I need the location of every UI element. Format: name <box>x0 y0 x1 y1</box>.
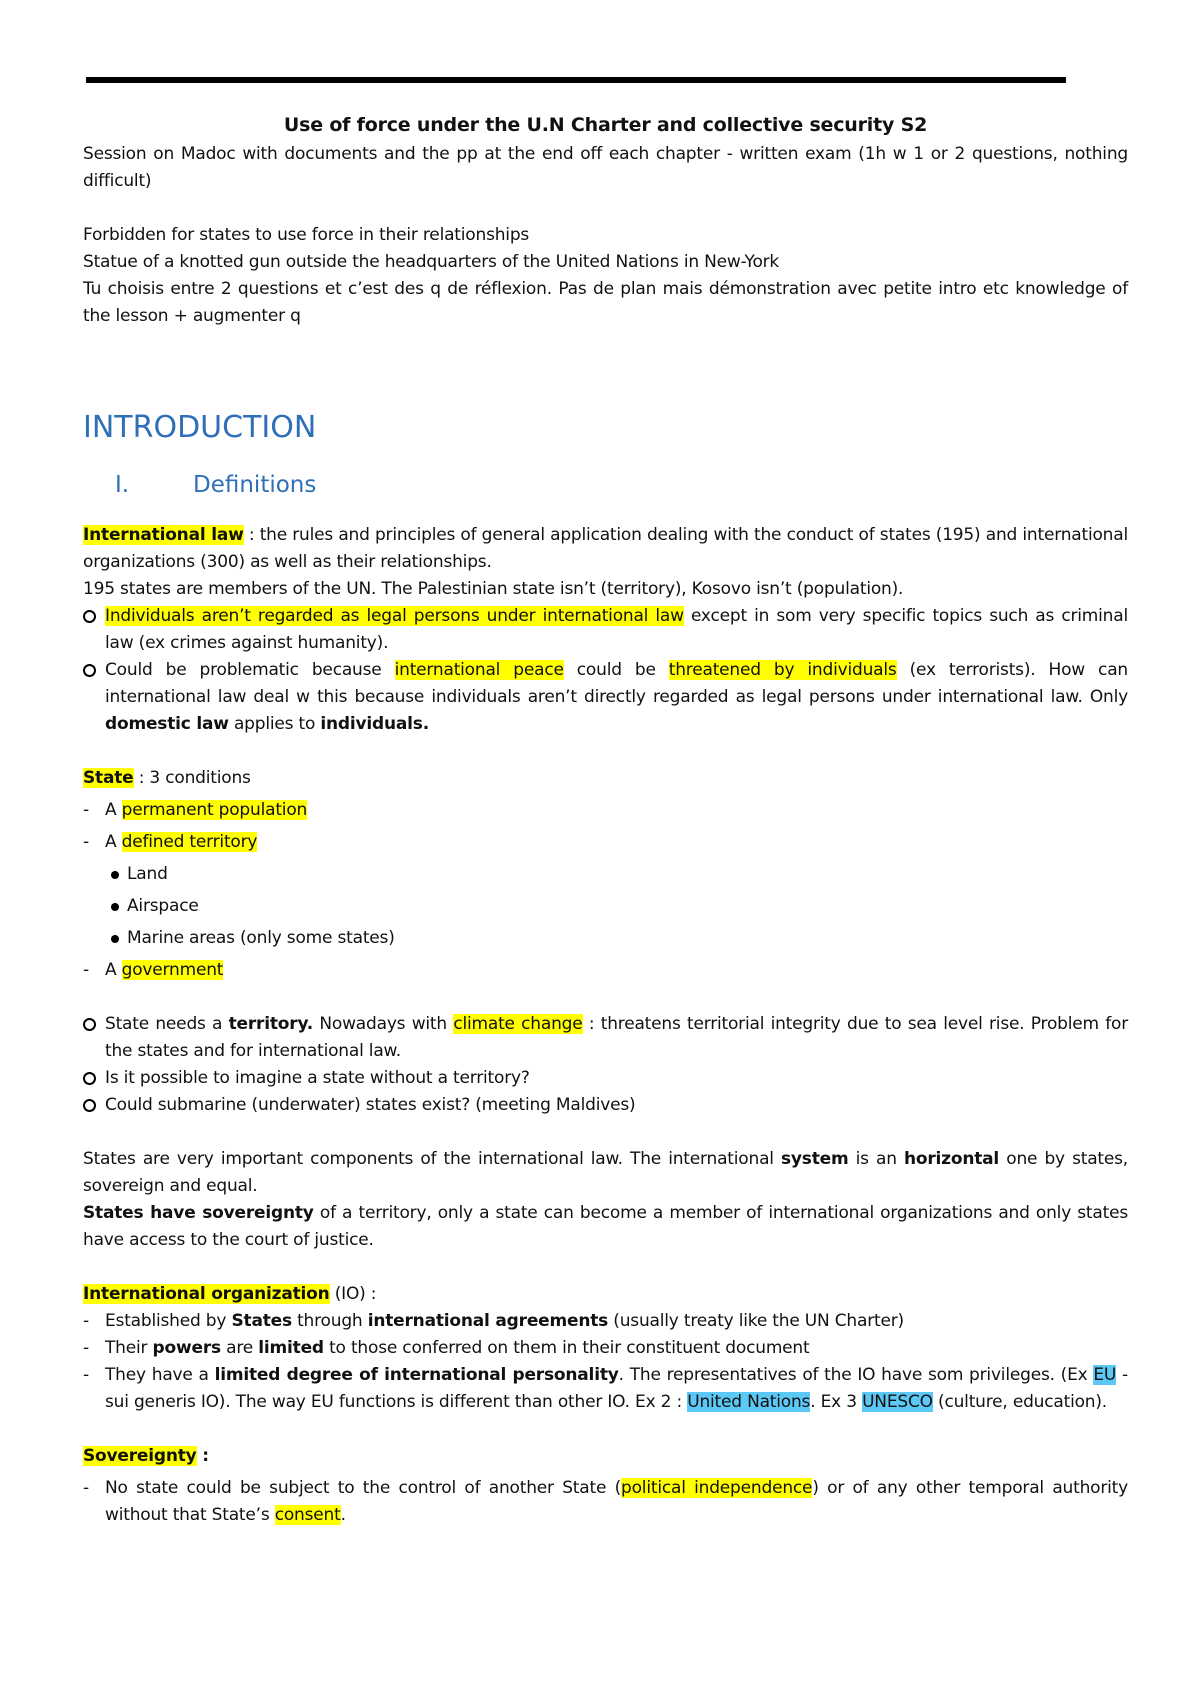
intro-line-4: Tu choisis entre 2 questions et c’est des q de réflexion. Pas de plan mais démonstration avec petite intro etc knowledge of the lesson + augmenter q <box>83 279 1128 326</box>
circle-bullet-icon <box>83 664 96 677</box>
dash-bullet: - <box>83 800 89 820</box>
heading-definitions <box>83 468 1128 502</box>
list-item: Is it possible to imagine a state without a territory? <box>83 1065 1128 1092</box>
sovereignty-definition: Sovereignty : <box>83 1446 209 1466</box>
dash-bullet: - <box>83 960 89 980</box>
list-item: - No state could be subject to the control of another State (political independence) or of any other temporal authority without that State’s consent. <box>83 1475 1128 1529</box>
heading-number: I. <box>115 472 130 498</box>
document-body <box>83 112 1128 1529</box>
dot-bullet-icon <box>111 871 119 879</box>
dash-bullet: - <box>83 1478 89 1498</box>
io-definition: International organization (IO) : <box>83 1284 377 1304</box>
list-item: - A defined territory <box>83 829 1128 856</box>
list-item: Could be problematic because international peace could be threatened by individuals (ex terrorists). How can international law deal w this because individuals aren’t directly regarded as legal persons under international law. Only domestic law applies to individuals. <box>83 657 1128 738</box>
term-international-organization: International organization <box>83 1284 330 1304</box>
list-item: - Established by States through international agreements (usually treaty like the UN Charter) <box>83 1308 1128 1335</box>
circle-bullet-icon <box>83 1099 96 1112</box>
circle-bullet-icon <box>83 610 96 623</box>
intro-line-1: Session on Madoc with documents and the pp at the end off each chapter - written exam (1h w 1 or 2 questions, nothing difficult) <box>83 144 1128 191</box>
state-paragraph-1: States are very important components of the international law. The international system is an horizontal one by states, sovereign and equal. <box>83 1149 1128 1196</box>
list-item: Airspace <box>83 893 1128 920</box>
intl-law-definition: International law : the rules and principles of general application dealing with the conduct of states (195) and international organizations (300) as well as their relationships. <box>83 525 1128 572</box>
dash-bullet: - <box>83 1365 89 1385</box>
dash-bullet: - <box>83 832 89 852</box>
circle-bullet-icon <box>83 1072 96 1085</box>
heading-text: Definitions <box>193 472 317 498</box>
list-item: - A permanent population <box>83 797 1128 824</box>
dash-bullet: - <box>83 1311 89 1331</box>
intl-law-members: 195 states are members of the UN. The Palestinian state isn’t (territory), Kosovo isn’t (population). <box>83 579 904 599</box>
state-definition: State : 3 conditions <box>83 768 251 788</box>
term-international-law: International law <box>83 525 244 545</box>
list-item: Marine areas (only some states) <box>83 925 1128 952</box>
dot-bullet-icon <box>111 903 119 911</box>
list-item: - They have a limited degree of international personality. The representatives of the IO have som privileges. (Ex EU - sui generis IO). The way EU functions is different than other IO. Ex 2 : United Nations. Ex 3 UNESCO (culture, education). <box>83 1362 1128 1416</box>
list-item: Individuals aren’t regarded as legal persons under international law except in som very specific topics such as criminal law (ex crimes against humanity). <box>83 603 1128 657</box>
intro-line-2: Forbidden for states to use force in their relationships <box>83 225 530 245</box>
list-item: Land <box>83 861 1128 888</box>
circle-bullet-icon <box>83 1018 96 1031</box>
intro-line-3: Statue of a knotted gun outside the headquarters of the United Nations in New-York <box>83 252 780 272</box>
list-item: - Their powers are limited to those conferred on them in their constituent document <box>83 1335 1128 1362</box>
heading-introduction: INTRODUCTION <box>83 410 317 445</box>
list-item: - A government <box>83 957 1128 984</box>
dash-bullet: - <box>83 1338 89 1358</box>
top-rule <box>86 77 1066 83</box>
list-item: State needs a territory. Nowadays with climate change : threatens territorial integrity due to sea level rise. Problem for the states and for international law. <box>83 1011 1128 1065</box>
term-sovereignty: Sovereignty <box>83 1446 197 1466</box>
state-paragraph-2: States have sovereignty of a territory, only a state can become a member of international organizations and only states have access to the court of justice. <box>83 1203 1128 1250</box>
term-state: State <box>83 768 134 788</box>
list-item: Could submarine (underwater) states exist? (meeting Maldives) <box>83 1092 1128 1119</box>
document-title: Use of force under the U.N Charter and collective security S2 <box>283 114 928 136</box>
dot-bullet-icon <box>111 935 119 943</box>
